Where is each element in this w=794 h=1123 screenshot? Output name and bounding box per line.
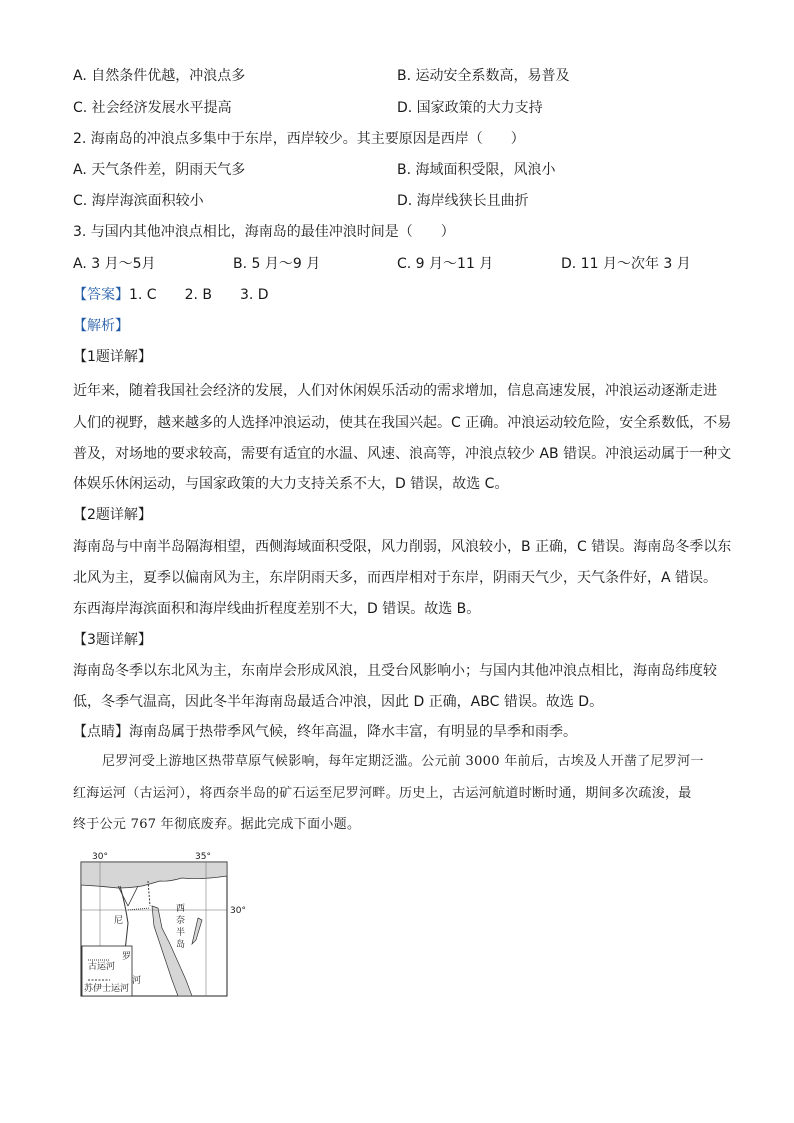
passage-line: 红海运河（古运河），将西奈半岛的矿石运至尼罗河畔。历史上，古运河航道时断时通，期间多次疏浚，最: [73, 786, 692, 801]
q3-stem: 3. 与国内其他冲浪点相比，海南岛的最佳冲浪时间是（ ）: [73, 224, 455, 240]
detail2-tag: 【2题详解】: [73, 507, 152, 523]
detail2-line: 海南岛与中南半岛隔海相望，西侧海域面积受限，风力削弱，风浪较小，B 正确，C 错误。海南岛冬季以东: [73, 539, 732, 555]
q1-option-b: B. 运动安全系数高，易普及: [397, 68, 570, 84]
passage-line: 终于公元 767 年彻底废弃。据此完成下面小题。: [73, 817, 361, 832]
sinai-label-char: 奈: [176, 916, 186, 926]
lat-right-label: 30°: [230, 906, 246, 916]
q3-option-b: B. 5 月～9 月: [233, 256, 321, 272]
legend-ancient-label: 古运河: [88, 962, 116, 972]
map-figure: [80, 848, 230, 998]
detail2-line: 东西海岸海滨面积和海岸线曲折程度差别不大，D 错误。故选 B。: [73, 601, 481, 617]
q2-option-b: B. 海域面积受限，风浪小: [397, 162, 556, 178]
q1-option-d: D. 国家政策的大力支持: [397, 100, 543, 116]
detail1-line: 人们的视野，越来越多的人选择冲浪运动，使其在我国兴起。C 正确。冲浪运动较危险，安全系数低，不易: [73, 415, 732, 431]
sinai-label-char: 岛: [176, 940, 186, 950]
q2-option-c: C. 海岸海滨面积较小: [73, 193, 204, 209]
detail1-tag: 【1题详解】: [73, 349, 152, 365]
sinai-label-char: 西: [176, 904, 186, 914]
detail3-line: 海南岛冬季以东北风为主，东南岸会形成风浪，且受台风影响小；与国内其他冲浪点相比，海南岛纬度较: [73, 663, 717, 679]
detail3-tag: 【3题详解】: [73, 632, 152, 648]
q3-option-d: D. 11 月～次年 3 月: [561, 256, 691, 272]
nile-label-char: 罗: [122, 952, 132, 962]
nile-sinai-map: [80, 848, 246, 998]
q2-option-a: A. 天气条件差，阴雨天气多: [73, 162, 246, 178]
lon-right-label: 35°: [195, 852, 211, 862]
detail2-line: 北风为主，夏季以偏南风为主，东岸阴雨天多，而西岸相对于东岸，阴雨天气少，天气条件好，A 错误。: [73, 570, 718, 586]
q3-option-a: A. 3 月～5月: [73, 256, 156, 272]
q2-stem: 2. 海南岛的冲浪点多集中于东岸，西岸较少。其主要原因是西岸（ ）: [73, 131, 525, 147]
q1-option-a: A. 自然条件优越，冲浪点多: [73, 68, 246, 84]
q1-option-c: C. 社会经济发展水平提高: [73, 100, 232, 116]
q2-option-d: D. 海岸线狭长且曲折: [397, 193, 529, 209]
nile-label-char: 尼: [114, 916, 124, 926]
detail1-line: 近年来，随着我国社会经济的发展，人们对休闲娱乐活动的需求增加，信息高速发展，冲浪运动逐渐走进: [73, 383, 717, 399]
legend-suez-label: 苏伊士运河: [84, 984, 130, 994]
passage-line: 尼罗河受上游地区热带草原气候影响，每年定期泛滥。公元前 3000 年前后，古埃及人开凿了尼罗河一: [102, 754, 704, 769]
dianjing-tag: 【点睛】: [73, 724, 129, 740]
answer-text: 1. C 2. B 3. D: [129, 287, 269, 303]
answer-line: [73, 285, 269, 305]
detail1-line: 体娱乐休闲运动，与国家政策的大力支持关系不大，D 错误，故选 C。: [73, 476, 509, 492]
q3-option-c: C. 9 月～11 月: [397, 256, 494, 272]
analysis-tag: 【解析】: [73, 318, 129, 334]
nile-label-char: 河: [132, 976, 142, 986]
sinai-label-char: 半: [176, 928, 186, 938]
detail3-line: 低，冬季气温高，因此冬半年海南岛最适合冲浪，因此 D 正确，ABC 错误。故选 D。: [73, 694, 604, 710]
detail1-line: 普及，对场地的要求较高，需要有适宜的水温、风速、浪高等，冲浪点较少 AB 错误。冲浪运动属于一种文: [73, 446, 732, 462]
lon-left-label: 30°: [92, 852, 108, 862]
dianjing-text: 海南岛属于热带季风气候，终年高温，降水丰富，有明显的旱季和雨季。: [129, 724, 577, 740]
answer-tag: 【答案】: [73, 287, 129, 303]
dianjing-line: [73, 722, 577, 742]
